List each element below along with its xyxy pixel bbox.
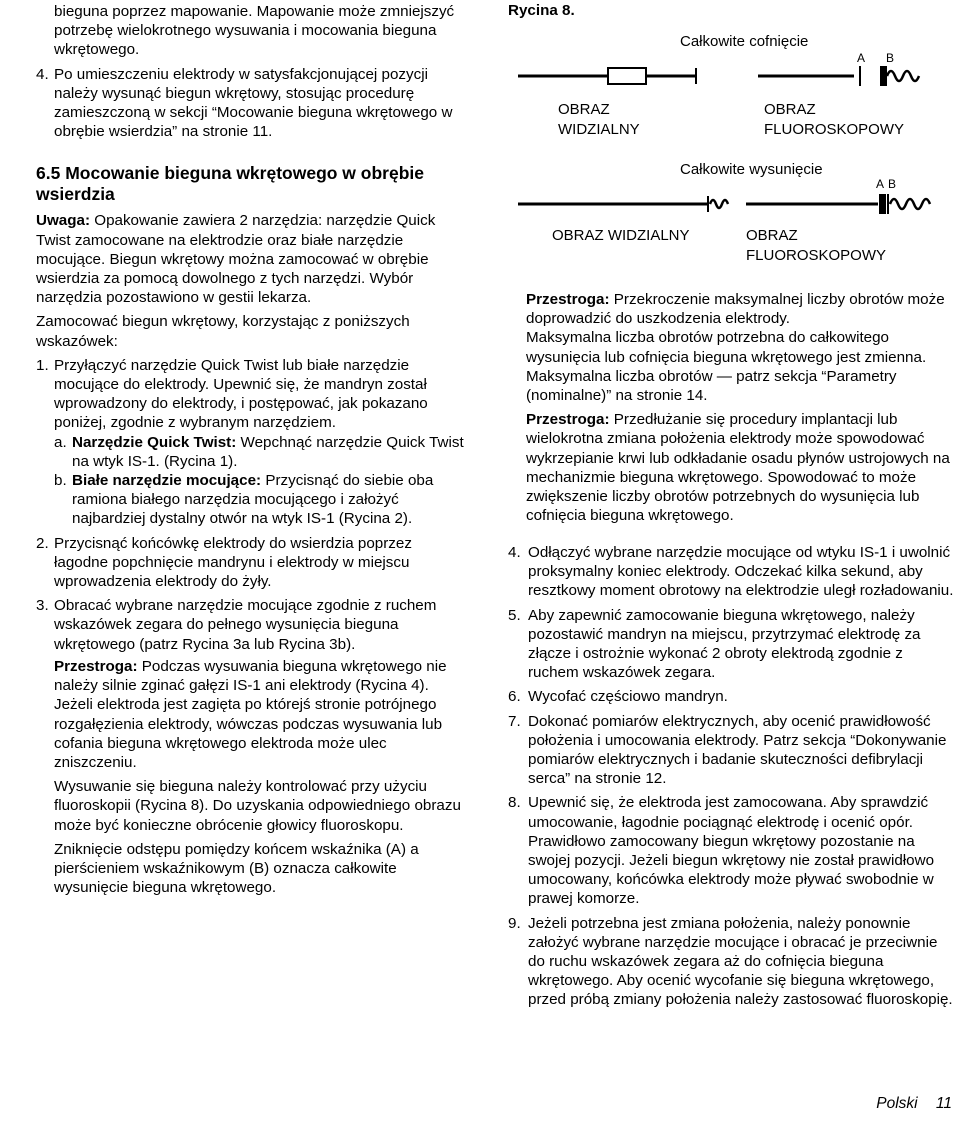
fluoro-lead-retracted bbox=[758, 66, 919, 86]
list-item-1a bbox=[54, 433, 468, 471]
list-text: Dokonać pomiarów elektrycznych, aby ocenić prawidłowość położenia i umocowania elektrody. Patrz sekcja “Dokonywanie pomiarów elektrycznych i badanie skuteczności defibrylacji serca” na stronie 12. bbox=[528, 712, 947, 788]
list-text: Aby zapewnić zamocowanie bieguna wkrętowego, należy pozostawić mandryn na miejscu, przytrzymać elektrodę za złącze i ostrożnie wykonać 2 obroty elektrodą zgodnie z ruchem wskazówek zegara. bbox=[528, 606, 921, 682]
label-fluoro-top-line2: FLUOROSKOPOWY bbox=[764, 121, 905, 138]
tool-label-quick-twist: Narzędzie Quick Twist: bbox=[72, 433, 237, 451]
footer-page-number: 11 bbox=[935, 1095, 952, 1112]
caption-full-extension: Całkowite wysunięcie bbox=[680, 161, 823, 178]
note-text: Opakowanie zawiera 2 narzędzia: narzędzie Quick Twist zamocowane na elektrodzie oraz białe narzędzie mocujące. Biegun wkrętowy można zamocować w obrębie wsierdzia za pomocą dowolnego z tych narzędzi. Wybór narzędzia pozostawiono w gestii lekarza. bbox=[36, 212, 436, 307]
list-item-1 bbox=[36, 356, 468, 433]
caution-paragraph bbox=[36, 657, 468, 772]
footer-language: Polski bbox=[876, 1095, 918, 1112]
label-visible-top-line2: WIDZIALNY bbox=[558, 121, 640, 138]
list-text: Wepchnąć narzędzie Quick Twist na wtyk IS-1. (Rycina 1). bbox=[72, 433, 464, 470]
list-number: 4. bbox=[508, 544, 521, 561]
label-fluoro-top-line1: OBRAZ bbox=[764, 101, 816, 118]
list-text: Przycisnąć do siebie oba ramiona białego narzędzia mocującego i założyć najbardziej dystalny otwór na wtyk IS-1 (Rycina 2). bbox=[72, 472, 434, 528]
intro-continuation: bieguna poprzez mapowanie. Mapowanie może zmniejszyć potrzebę wielokrotnego wysuwania i mocowania bieguna wkrętowego. bbox=[54, 3, 455, 59]
marker-label-b: B bbox=[886, 51, 895, 65]
label-visible-bottom: OBRAZ WIDZIALNY bbox=[552, 227, 690, 244]
list-text: Obracać wybrane narzędzie mocujące zgodnie z ruchem wskazówek zegara do pełnego wysunięcia bieguna wkrętowego (patrz Rycina 3a lub Rycina 3b). bbox=[54, 597, 437, 653]
list-text: Jeżeli potrzebna jest zmiana położenia, należy ponownie założyć wybrane narzędzie mocujące i obracać je przeciwnie do ruchu wskazówek zegara aż do cofnięcia bieguna wkrętowego. Aby ocenić wycofanie się bieguna wkrętowego, przed próbą zmiany położenia należy zastosować fluoroskopię. bbox=[528, 914, 953, 1009]
list-text: Po umieszczeniu elektrody w satysfakcjonującej pozycji należy wysunąć biegun wkrętowy, stosując procedurę zamieszczoną w sekcji “Mocowanie bieguna wkrętowego w obrębie wsierdzia” na stronie 11. bbox=[54, 65, 453, 141]
caution-text: Przedłużanie się procedury implantacji lub wielokrotna zmiana położenia elektrody może spowodować wykrzepianie krwi lub odkładanie osadu płynów ustrojowych na mechanizmie bieguna wkrętowego. Spowodować to może zwiększenie liczby obrotów potrzebnych do wysunięcia lub cofnięcia bieguna wkrętowego. bbox=[526, 411, 950, 525]
list-number: 3. bbox=[36, 597, 49, 615]
label-fluoro-bottom-line1: OBRAZ bbox=[746, 227, 798, 244]
right-text bbox=[526, 290, 954, 530]
list-text: Przycisnąć końcówkę elektrody do wsierdzia poprzez łagodne popchnięcie mandrynu i elektrody w miejscu wprowadzenia elektrody do żyły. bbox=[54, 534, 412, 591]
list-number: 5. bbox=[508, 606, 521, 624]
caution-label: Przestroga: bbox=[54, 657, 138, 675]
caution-paragraph-2 bbox=[526, 290, 954, 328]
visible-lead-extended bbox=[518, 196, 728, 212]
figure-8-diagram bbox=[508, 18, 960, 280]
list-number: 8. bbox=[508, 794, 521, 812]
list-text: Upewnić się, że elektroda jest zamocowana. Aby sprawdzić umocowanie, łagodnie pociągnąć elektrodę i ocenić opór. Prawidłowo zamocowany biegun wkrętowy pozostanie na swojej pozycji. Jeżeli biegun wkrętowy nie został prawidłowo umocowany, końcówka elektrody może pływać swobodnie w prawej komorze. bbox=[528, 794, 935, 908]
list-text: Przyłączyć narzędzie Quick Twist lub białe narzędzie mocujące do elektrody. Upewnić się, że mandryn został wprowadzony do elektrody, i postępować, jak pokazano poniżej, zgodnie z wybranym narzędziem. bbox=[54, 356, 428, 432]
section-title: 6.5 Mocowanie bieguna wkrętowego w obrębie wsierdzia bbox=[36, 163, 424, 205]
marker-paragraph: Zniknięcie odstępu pomiędzy końcem wskaźnika (A) a pierścieniem wskaźnikowym (B) oznacza całkowite wysunięcie bieguna wkrętowego. bbox=[54, 840, 419, 897]
caution-label: Przestroga: bbox=[526, 291, 610, 308]
list-item-5 bbox=[508, 606, 954, 683]
list-number: 2. bbox=[36, 534, 49, 552]
list-item-8 bbox=[508, 793, 954, 908]
list-item-4 bbox=[508, 543, 954, 601]
list-letter: a. bbox=[54, 433, 67, 451]
list-number: 7. bbox=[508, 712, 521, 730]
figure-title: Rycina 8. bbox=[508, 2, 575, 19]
caution-text: Przekroczenie maksymalnej liczby obrotów może doprowadzić do uszkodzenia elektrody. bbox=[526, 291, 945, 328]
list-letter: b. bbox=[54, 472, 67, 490]
list-item-3 bbox=[36, 596, 468, 654]
instructions-intro: Zamocować biegun wkrętowy, korzystając z poniższych wskazówek: bbox=[36, 313, 410, 350]
fluoro-lead-extended bbox=[746, 194, 930, 214]
list-text: Wycofać częściowo mandryn. bbox=[528, 688, 728, 706]
list-item-1b bbox=[54, 471, 468, 529]
list-item-2 bbox=[36, 534, 468, 592]
caution-paragraph-3 bbox=[526, 410, 954, 525]
marker-label-b-bottom: B bbox=[888, 177, 897, 191]
right-column bbox=[508, 0, 954, 1009]
page-footer bbox=[862, 1095, 952, 1113]
marker-label-a: A bbox=[857, 51, 866, 65]
max-turns-paragraph: Maksymalna liczba obrotów potrzebna do całkowitego wysunięcia lub cofnięcia bieguna wkrętowego jest zmienna. Maksymalna liczba obrotów — patrz sekcja “Parametry (nominalne)” na stronie 14. bbox=[526, 329, 927, 405]
list-number: 9. bbox=[508, 914, 521, 932]
caption-full-retraction: Całkowite cofnięcie bbox=[680, 33, 809, 50]
left-column bbox=[36, 0, 468, 897]
visible-lead-retracted bbox=[518, 68, 696, 84]
label-visible-top-line1: OBRAZ bbox=[558, 101, 610, 118]
note-label: Uwaga: bbox=[36, 212, 91, 230]
fluoro-paragraph: Wysuwanie się bieguna należy kontrolować przy użyciu fluoroskopii (Rycina 8). Do uzyskania odpowiedniego obrazu może być konieczne obrócenie głowicy fluoroskopu. bbox=[54, 778, 461, 834]
marker-label-a-bottom: A bbox=[876, 177, 885, 191]
list-number: 4. bbox=[36, 65, 49, 83]
list-item-7 bbox=[508, 712, 954, 789]
list-item-9 bbox=[508, 914, 954, 1010]
note-paragraph bbox=[36, 211, 468, 307]
list-number: 1. bbox=[36, 356, 49, 374]
list-item-4 bbox=[36, 65, 468, 142]
caution-label: Przestroga: bbox=[526, 411, 610, 429]
list-item-6 bbox=[508, 687, 954, 706]
label-fluoro-bottom-line2: FLUOROSKOPOWY bbox=[746, 247, 887, 264]
caution-text: Podczas wysuwania bieguna wkrętowego nie należy silnie zginać gałęzi IS-1 ani elektrody (Rycina 4). Jeżeli elektroda jest zagięta po którejś stronie potrójnego rozgałęzienia elektrody, wówczas podczas wysuwania lub cofania bieguna wkrętowego elektroda może ulec zniszczeniu. bbox=[54, 657, 447, 771]
tool-label-white: Białe narzędzie mocujące: bbox=[72, 472, 262, 490]
list-text: Odłączyć wybrane narzędzie mocujące od wtyku IS-1 i uwolnić proksymalny koniec elektrody. Odczekać kilka sekund, aby resztkowy moment obrotowy na elektrodzie uległ rozładowaniu. bbox=[528, 544, 954, 600]
list-number: 6. bbox=[508, 688, 521, 706]
right-steps bbox=[508, 543, 954, 1015]
